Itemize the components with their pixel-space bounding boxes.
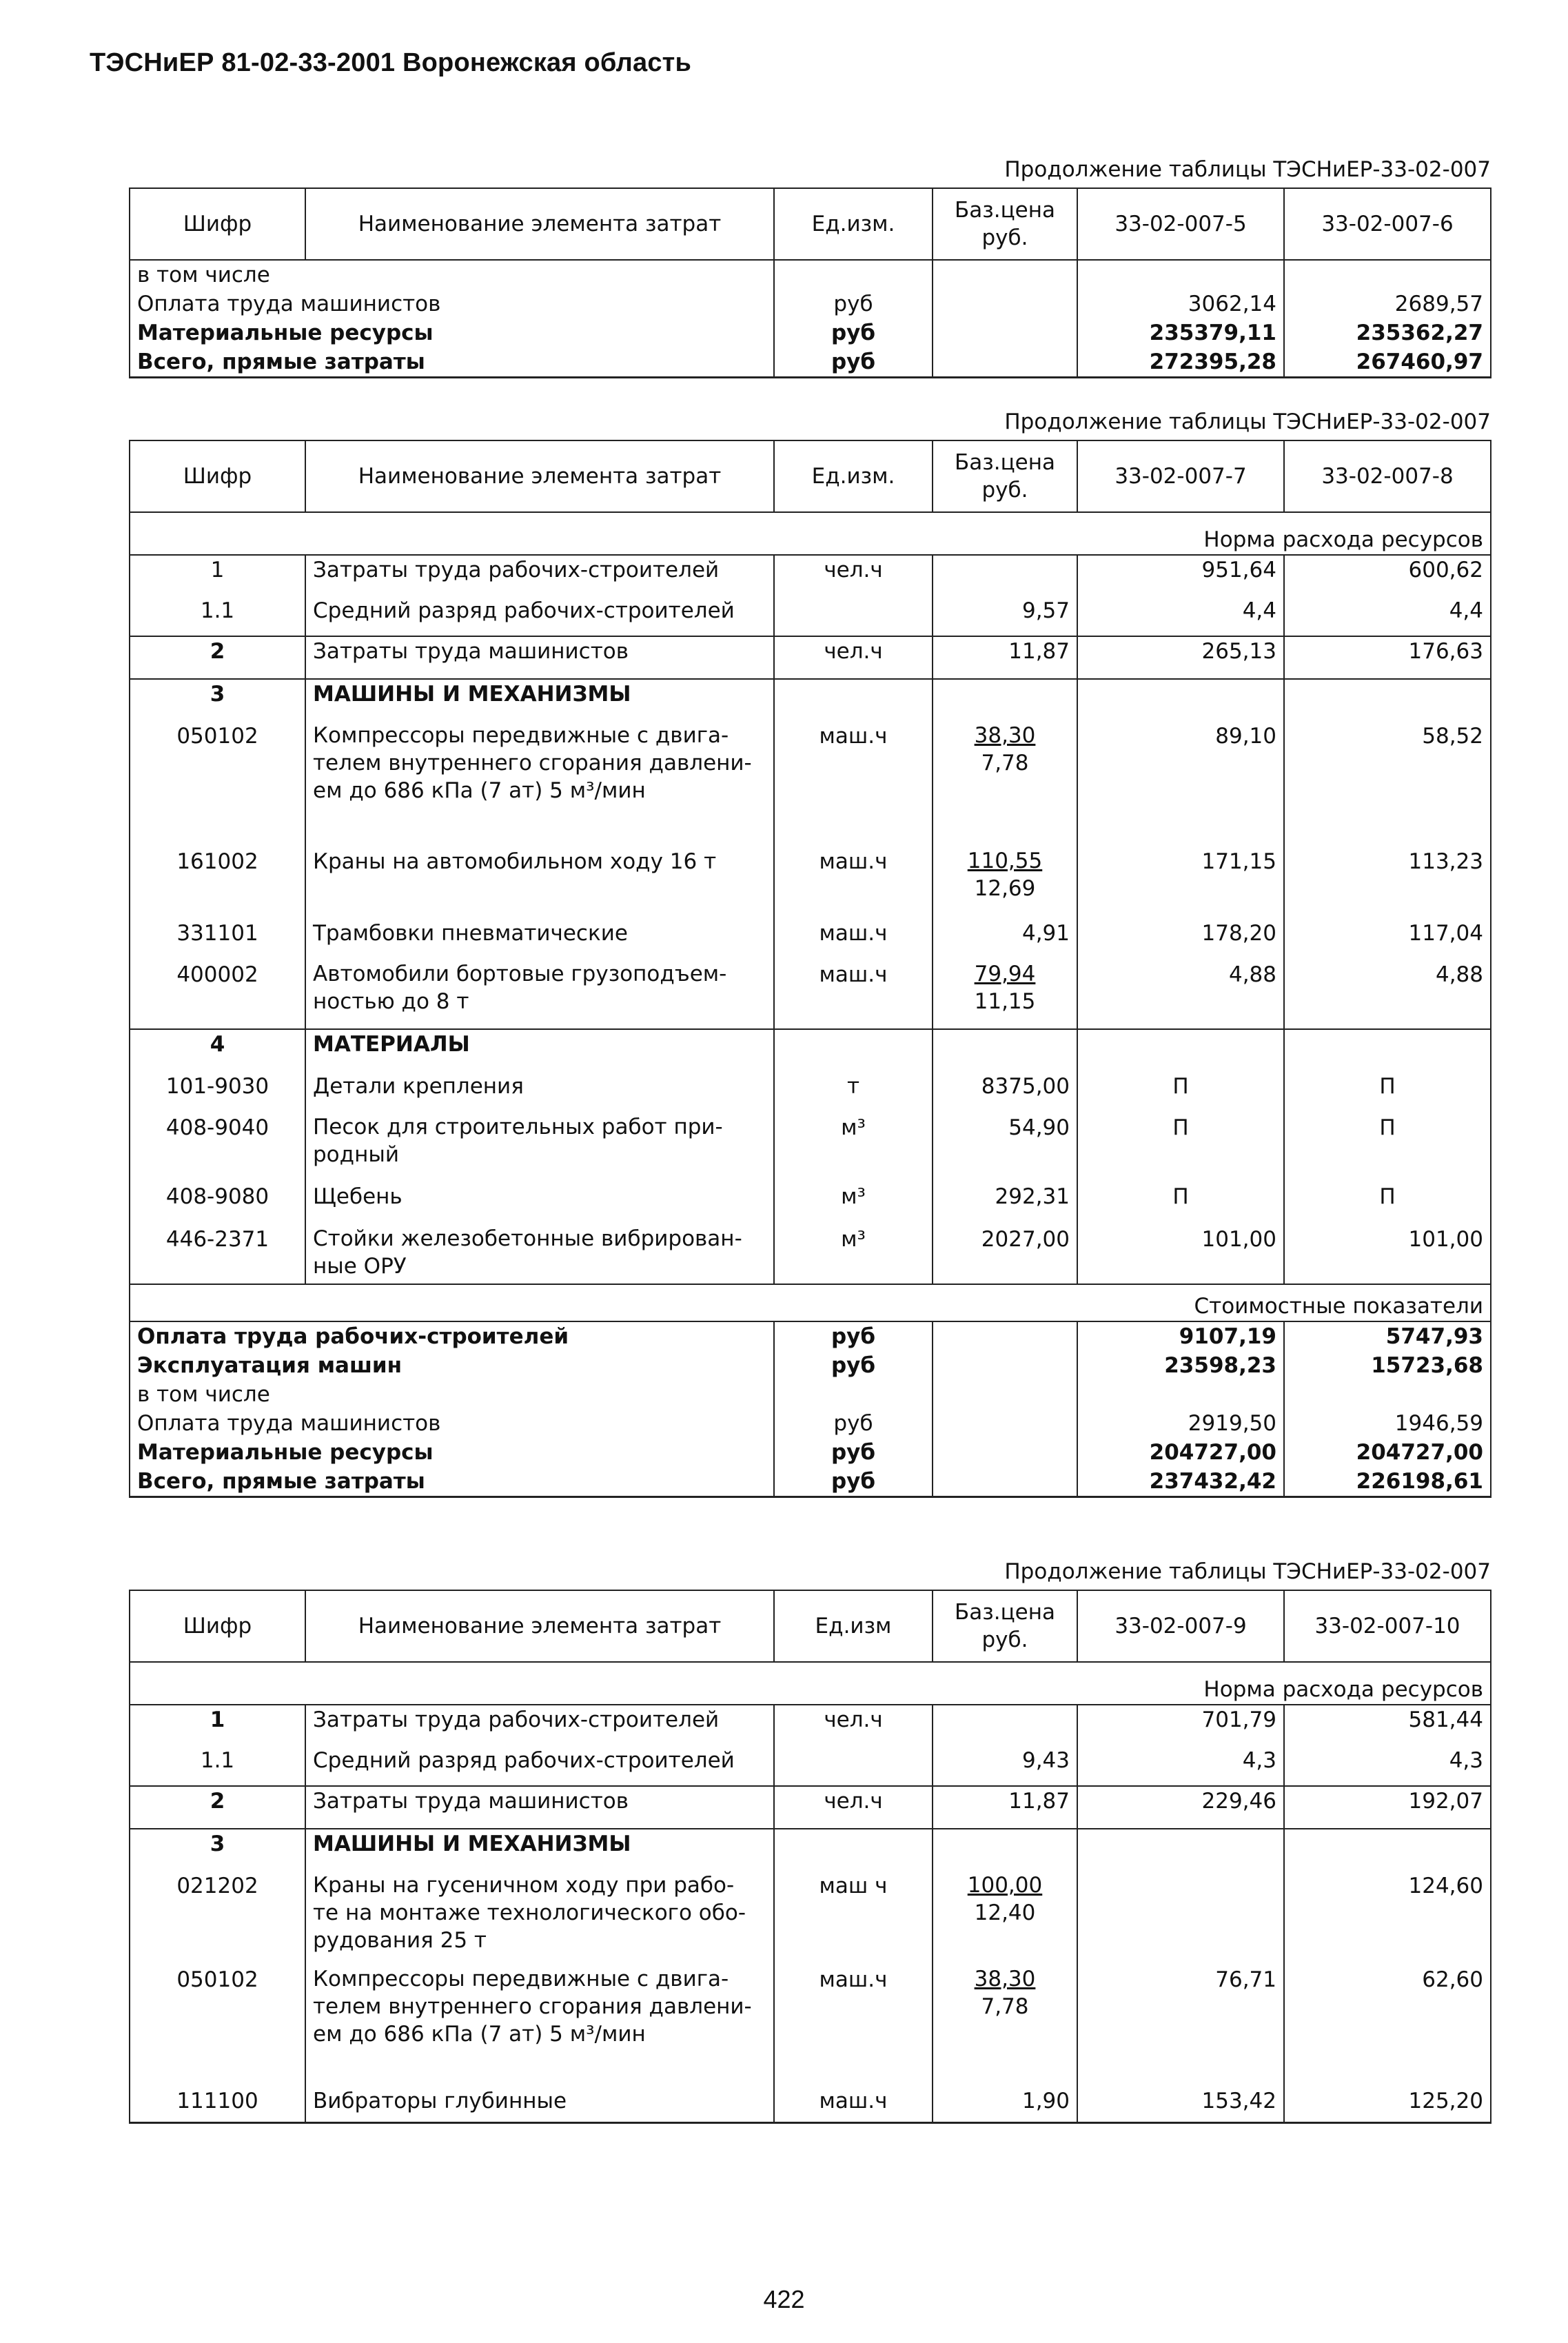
col-code-header: Шифр (130, 440, 305, 512)
row-price: 11,87 (933, 1786, 1077, 1829)
table-row (130, 1321, 1491, 1351)
document-header: ТЭСНиЕР 81-02-33-2001 Воронежская область (90, 48, 692, 77)
row-value-b: 4,3 (1284, 1746, 1491, 1786)
row-value-b: 267460,97 (1284, 347, 1491, 378)
row-value-a: 4,4 (1077, 596, 1284, 636)
row-value-a: 229,46 (1077, 1786, 1284, 1829)
row-price: 54,90 (933, 1113, 1077, 1182)
row-unit: руб (774, 1467, 933, 1497)
row-name: Стойки железобетонные вибрирован- ные ОРУ (305, 1225, 774, 1284)
row-unit: маш.ч (774, 2087, 933, 2122)
row-unit (774, 596, 933, 636)
row-price: 38,30 (974, 723, 1036, 748)
row-code: 021202 (130, 1872, 305, 1965)
row-value-a: 265,13 (1077, 636, 1284, 679)
row-value-a: 2919,50 (1077, 1409, 1284, 1438)
row-name: МАТЕРИАЛЫ (305, 1029, 774, 1072)
row-name: Затраты труда машинистов (305, 636, 774, 679)
row-unit: маш.ч (774, 960, 933, 1029)
row-unit: руб (774, 1321, 933, 1351)
row-value-a: 951,64 (1077, 555, 1284, 596)
row-price: 9,43 (933, 1746, 1077, 1786)
row-code: 408-9080 (130, 1182, 305, 1225)
row-value-b: 581,44 (1284, 1705, 1491, 1746)
row-label: Эксплуатация машин (130, 1351, 774, 1380)
row-unit (774, 1029, 933, 1072)
row-value-b: 176,63 (1284, 636, 1491, 679)
col-name-header: Наименование элемента затрат (305, 1590, 774, 1662)
row-code: 446-2371 (130, 1225, 305, 1284)
row-value-b: 192,07 (1284, 1786, 1491, 1829)
table-row (130, 596, 1491, 636)
row-unit: м³ (774, 1225, 933, 1284)
row-price: 11,87 (933, 636, 1077, 679)
row-price (933, 679, 1077, 722)
section-resources-label: Норма расхода ресурсов (130, 1662, 1491, 1705)
row-unit (774, 260, 933, 290)
row-price: 292,31 (933, 1182, 1077, 1225)
row-value-b: 125,20 (1284, 2087, 1491, 2122)
row-name: Детали крепления (305, 1072, 774, 1113)
row-price-machinist: 7,78 (981, 751, 1029, 775)
row-value-b: П (1284, 1182, 1491, 1225)
row-unit (774, 679, 933, 722)
table-row (130, 1072, 1491, 1113)
row-price (933, 1380, 1077, 1409)
table-row (130, 1029, 1491, 1072)
row-code: 050102 (130, 1965, 305, 2087)
row-label: Оплата труда рабочих-строителей (130, 1321, 774, 1351)
table-row (130, 1225, 1491, 1284)
col-a-header: 33-02-007-5 (1077, 188, 1284, 260)
row-name: МАШИНЫ И МЕХАНИЗМЫ (305, 1829, 774, 1872)
col-b-header: 33-02-007-8 (1284, 440, 1491, 512)
table1 (129, 187, 1491, 378)
row-code: 2 (130, 636, 305, 679)
table3-caption: Продолжение таблицы ТЭСНиЕР-33-02-007 (1004, 1559, 1491, 1584)
row-value-a (1077, 260, 1284, 290)
row-name: Краны на автомобильном ходу 16 т (305, 847, 774, 919)
table3-header-row (130, 1590, 1491, 1662)
row-value-b: 2689,57 (1284, 290, 1491, 318)
col-code-header: Шифр (130, 1590, 305, 1662)
row-price-machinist: 11,15 (974, 989, 1036, 1014)
row-price: 4,91 (933, 919, 1077, 960)
row-value-b: П (1284, 1113, 1491, 1182)
row-unit: т (774, 1072, 933, 1113)
row-price: 38,30 (974, 1967, 1036, 1991)
row-value-a: 4,88 (1077, 960, 1284, 1029)
row-price-cell (933, 1872, 1077, 1965)
table-row (130, 1829, 1491, 1872)
row-value-a: 4,3 (1077, 1746, 1284, 1786)
row-unit: чел.ч (774, 636, 933, 679)
row-price (933, 260, 1077, 290)
row-name: МАШИНЫ И МЕХАНИЗМЫ (305, 679, 774, 722)
row-unit: руб (774, 347, 933, 378)
row-code: 1.1 (130, 1746, 305, 1786)
row-unit (774, 1380, 933, 1409)
row-value-a (1077, 679, 1284, 722)
row-price (933, 1438, 1077, 1467)
row-price-cell (933, 722, 1077, 847)
row-value-b: 117,04 (1284, 919, 1491, 960)
row-unit (774, 1829, 933, 1872)
row-price (933, 1467, 1077, 1497)
table-row (130, 1872, 1491, 1965)
row-name: Средний разряд рабочих-строителей (305, 596, 774, 636)
row-name: Краны на гусеничном ходу при рабо- те на монтаже технологического обо- рудования 25 т (305, 1872, 774, 1965)
col-price-header: Баз.цена руб. (933, 440, 1077, 512)
row-label: в том числе (130, 1380, 774, 1409)
row-name: Автомобили бортовые грузоподъем- ностью до 8 т (305, 960, 774, 1029)
table-row (130, 1380, 1491, 1409)
table2-caption: Продолжение таблицы ТЭСНиЕР-33-02-007 (1004, 409, 1491, 434)
col-b-header: 33-02-007-6 (1284, 188, 1491, 260)
table1-header-row (130, 188, 1491, 260)
row-value-a (1077, 1829, 1284, 1872)
row-label: Оплата труда машинистов (130, 1409, 774, 1438)
row-name: Затраты труда рабочих-строителей (305, 1705, 774, 1746)
row-price (933, 290, 1077, 318)
section-row (130, 1284, 1491, 1321)
row-value-b: 600,62 (1284, 555, 1491, 596)
row-value-a: 237432,42 (1077, 1467, 1284, 1497)
row-label: Всего, прямые затраты (130, 1467, 774, 1497)
table-row (130, 1182, 1491, 1225)
row-price (933, 555, 1077, 596)
table-row (130, 347, 1491, 378)
row-code: 1.1 (130, 596, 305, 636)
row-value-a: 89,10 (1077, 722, 1284, 847)
row-name: Затраты труда рабочих-строителей (305, 555, 774, 596)
row-value-b: 124,60 (1284, 1872, 1491, 1965)
row-value-a (1077, 1872, 1284, 1965)
row-price (933, 1029, 1077, 1072)
row-price-machinist: 12,69 (974, 876, 1036, 901)
row-label: Материальные ресурсы (130, 318, 774, 347)
col-unit-header: Ед.изм. (774, 188, 933, 260)
row-price: 110,55 (967, 849, 1043, 873)
row-unit: м³ (774, 1113, 933, 1182)
table-row (130, 1351, 1491, 1380)
row-price-cell (933, 847, 1077, 919)
row-price-cell (933, 960, 1077, 1029)
row-value-a: П (1077, 1113, 1284, 1182)
row-value-a (1077, 1029, 1284, 1072)
row-value-b: 62,60 (1284, 1965, 1491, 2087)
table-row (130, 722, 1491, 847)
row-code: 101-9030 (130, 1072, 305, 1113)
row-price (933, 1705, 1077, 1746)
table-row (130, 636, 1491, 679)
row-value-b (1284, 260, 1491, 290)
col-b-header: 33-02-007-10 (1284, 1590, 1491, 1662)
table-row (130, 555, 1491, 596)
row-code: 161002 (130, 847, 305, 919)
row-unit: руб (774, 1409, 933, 1438)
table-row (130, 1409, 1491, 1438)
row-value-a: П (1077, 1072, 1284, 1113)
row-name: Песок для строительных работ при- родный (305, 1113, 774, 1182)
row-value-a: 9107,19 (1077, 1321, 1284, 1351)
row-value-a: 153,42 (1077, 2087, 1284, 2122)
row-price-machinist: 12,40 (974, 1900, 1036, 1925)
row-unit: чел.ч (774, 1705, 933, 1746)
row-value-b: П (1284, 1072, 1491, 1113)
row-unit (774, 1746, 933, 1786)
col-name-header: Наименование элемента затрат (305, 440, 774, 512)
row-code: 1 (130, 1705, 305, 1746)
row-price: 1,90 (933, 2087, 1077, 2122)
row-unit: руб (774, 1351, 933, 1380)
row-value-b: 15723,68 (1284, 1351, 1491, 1380)
col-name-header: Наименование элемента затрат (305, 188, 774, 260)
table-row (130, 679, 1491, 722)
row-price: 2027,00 (933, 1225, 1077, 1284)
row-value-b: 113,23 (1284, 847, 1491, 919)
row-value-b: 235362,27 (1284, 318, 1491, 347)
table1-caption: Продолжение таблицы ТЭСНиЕР-33-02-007 (1004, 157, 1491, 182)
row-code: 408-9040 (130, 1113, 305, 1182)
table3 (129, 1590, 1491, 2124)
row-label: Оплата труда машинистов (130, 290, 774, 318)
row-code: 400002 (130, 960, 305, 1029)
row-unit: маш ч (774, 1872, 933, 1965)
table-row (130, 960, 1491, 1029)
row-price: 79,94 (974, 962, 1036, 986)
table-row (130, 1746, 1491, 1786)
row-value-b: 226198,61 (1284, 1467, 1491, 1497)
col-code-header: Шифр (130, 188, 305, 260)
row-code: 3 (130, 679, 305, 722)
row-value-a: 204727,00 (1077, 1438, 1284, 1467)
row-price-machinist: 7,78 (981, 1994, 1029, 2019)
section-resources-label: Норма расхода ресурсов (130, 512, 1491, 555)
row-code: 331101 (130, 919, 305, 960)
col-price-header: Баз.цена руб. (933, 188, 1077, 260)
table-row (130, 1467, 1491, 1497)
row-code: 050102 (130, 722, 305, 847)
row-price (933, 1351, 1077, 1380)
row-unit: маш.ч (774, 847, 933, 919)
row-value-a: 101,00 (1077, 1225, 1284, 1284)
row-unit: чел.ч (774, 1786, 933, 1829)
row-name: Компрессоры передвижные с двига- телем внутреннего сгорания давлени- ем до 686 кПа (7 ат) 5 м³/мин (305, 722, 774, 847)
row-price (933, 318, 1077, 347)
row-value-a: 23598,23 (1077, 1351, 1284, 1380)
table-row (130, 1705, 1491, 1746)
row-value-b (1284, 1380, 1491, 1409)
row-value-b: 101,00 (1284, 1225, 1491, 1284)
row-price (933, 1321, 1077, 1351)
row-value-b (1284, 1829, 1491, 1872)
row-price (933, 1829, 1077, 1872)
row-unit: руб (774, 318, 933, 347)
row-value-a: 178,20 (1077, 919, 1284, 960)
row-unit: маш.ч (774, 1965, 933, 2087)
row-name: Компрессоры передвижные с двига- телем внутреннего сгорания давлени- ем до 686 кПа (7 ат) 5 м³/мин (305, 1965, 774, 2087)
table2 (129, 440, 1491, 1498)
row-value-a: 701,79 (1077, 1705, 1284, 1746)
table-row (130, 847, 1491, 919)
row-price: 100,00 (967, 1873, 1043, 1898)
table-row (130, 1113, 1491, 1182)
row-value-b: 5747,93 (1284, 1321, 1491, 1351)
row-price: 8375,00 (933, 1072, 1077, 1113)
row-unit: маш.ч (774, 722, 933, 847)
row-label: Всего, прямые затраты (130, 347, 774, 378)
row-unit: руб (774, 290, 933, 318)
row-unit: руб (774, 1438, 933, 1467)
row-unit: чел.ч (774, 555, 933, 596)
row-code: 4 (130, 1029, 305, 1072)
row-price (933, 347, 1077, 378)
row-name: Средний разряд рабочих-строителей (305, 1746, 774, 1786)
table-row (130, 919, 1491, 960)
row-code: 1 (130, 555, 305, 596)
table-row (130, 290, 1491, 318)
row-name: Щебень (305, 1182, 774, 1225)
row-price: 9,57 (933, 596, 1077, 636)
row-code: 111100 (130, 2087, 305, 2122)
col-unit-header: Ед.изм (774, 1590, 933, 1662)
section-costs-label: Стоимостные показатели (130, 1284, 1491, 1321)
page-number: 422 (763, 2285, 805, 2313)
row-label: Материальные ресурсы (130, 1438, 774, 1467)
row-value-a: 3062,14 (1077, 290, 1284, 318)
col-unit-header: Ед.изм. (774, 440, 933, 512)
row-code: 2 (130, 1786, 305, 1829)
row-value-b (1284, 1029, 1491, 1072)
row-value-a (1077, 1380, 1284, 1409)
row-value-a: 272395,28 (1077, 347, 1284, 378)
row-value-b: 1946,59 (1284, 1409, 1491, 1438)
table2-header-row (130, 440, 1491, 512)
row-unit: м³ (774, 1182, 933, 1225)
table-row (130, 318, 1491, 347)
row-price (933, 1409, 1077, 1438)
row-value-a: 235379,11 (1077, 318, 1284, 347)
col-a-header: 33-02-007-7 (1077, 440, 1284, 512)
row-value-a: 76,71 (1077, 1965, 1284, 2087)
row-name: Вибраторы глубинные (305, 2087, 774, 2122)
row-value-a: П (1077, 1182, 1284, 1225)
row-label: в том числе (130, 260, 774, 290)
row-value-b (1284, 679, 1491, 722)
row-value-b: 204727,00 (1284, 1438, 1491, 1467)
table-row (130, 1438, 1491, 1467)
row-unit: маш.ч (774, 919, 933, 960)
row-value-a: 171,15 (1077, 847, 1284, 919)
section-row (130, 512, 1491, 555)
table-row (130, 2087, 1491, 2122)
row-name: Затраты труда машинистов (305, 1786, 774, 1829)
section-row (130, 1662, 1491, 1705)
row-value-b: 4,88 (1284, 960, 1491, 1029)
row-name: Трамбовки пневматические (305, 919, 774, 960)
row-price-cell (933, 1965, 1077, 2087)
col-price-header: Баз.цена руб. (933, 1590, 1077, 1662)
table-row (130, 1965, 1491, 2087)
col-a-header: 33-02-007-9 (1077, 1590, 1284, 1662)
row-value-b: 4,4 (1284, 596, 1491, 636)
row-value-b: 58,52 (1284, 722, 1491, 847)
table-row (130, 1786, 1491, 1829)
row-code: 3 (130, 1829, 305, 1872)
table-row (130, 260, 1491, 290)
